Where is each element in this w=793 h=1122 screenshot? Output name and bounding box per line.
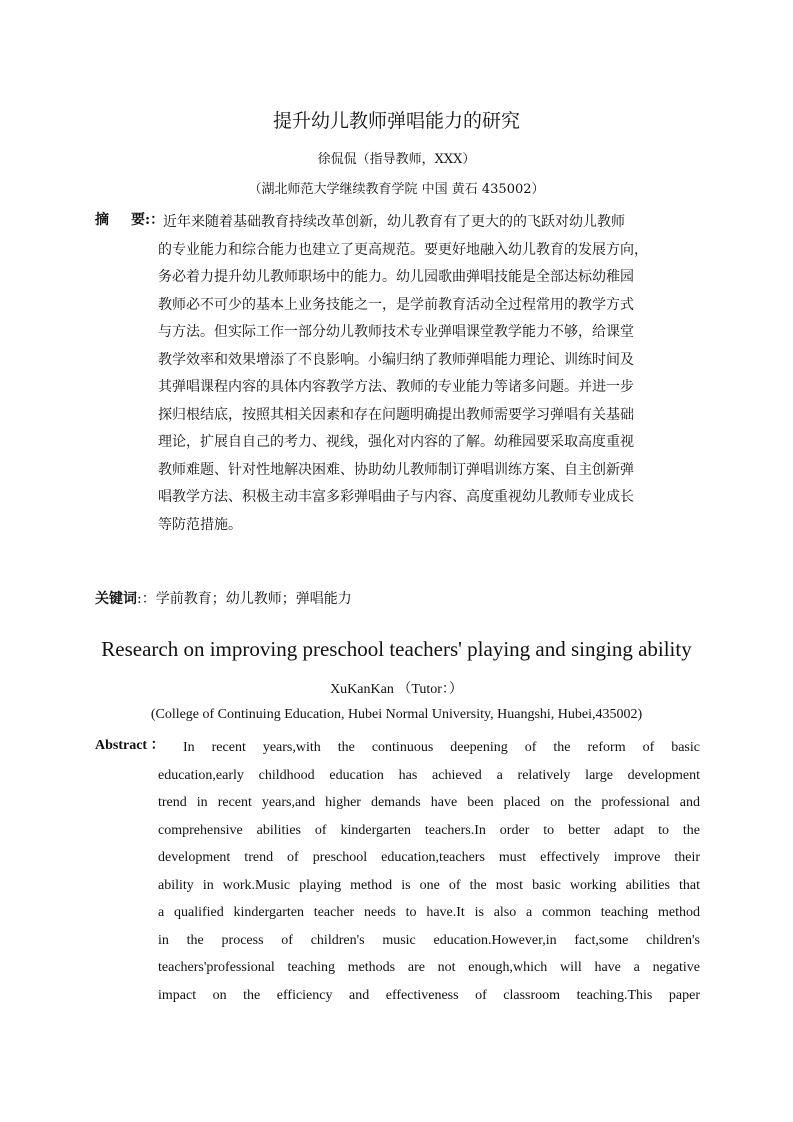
chinese-abstract-line: 的专业能力和综合能力也建立了更高规范。要更好地融入幼儿教育的发展方向， — [158, 241, 648, 258]
english-abstract-line: development trend of preschool education,teachers must effectively improve their — [158, 850, 700, 865]
chinese-abstract-line: 教师必不可少的基本上业务技能之一，是学前教育活动全过程常用的教学方式 — [158, 296, 634, 313]
english-title: Research on improving preschool teachers' playing and singing ability — [101, 637, 692, 661]
english-abstract-line: impact on the efficiency and effectiveness of classroom teaching.This paper — [158, 987, 700, 1003]
chinese-abstract-line: 教师难题、针对性地解决困难、协助幼儿教师制订弹唱训练方案、自主创新弹 — [158, 461, 634, 478]
chinese-abstract-line: 教学效率和效果增添了不良影响。小编归纳了教师弹唱能力理论、训练时间及 — [158, 351, 634, 368]
chinese-title: 提升幼儿教师弹唱能力的研究 — [272, 110, 520, 132]
chinese-keywords — [95, 588, 352, 608]
english-abstract-body — [95, 734, 700, 1009]
keywords-separator: :： — [137, 591, 156, 607]
english-abstract-label: Abstract ： — [95, 738, 165, 753]
chinese-abstract-line: 唱教学方法、积极主动丰富多彩弹唱曲子与内容、高度重视幼儿教师专业成长 — [158, 489, 634, 505]
english-abstract-line: In recent years,with the continuous deepening of the reform of basic — [183, 740, 700, 755]
english-affiliation: (College of Continuing Education, Hubei Normal University, Huangshi, Hubei,435002) — [150, 707, 643, 722]
english-abstract-line: ability in work.Music playing method is one of the most basic working abilities that — [158, 877, 700, 893]
english-abstract-line: trend in recent years,and higher demands have been placed on the professional and — [158, 795, 700, 810]
abstract-label-char-2: 要 — [131, 212, 145, 228]
english-abstract-line: education,early childhood education has achieved a relatively large development — [158, 767, 700, 783]
english-abstract-line: a qualified kindergarten teacher needs to have.It is also a common teaching method — [158, 905, 700, 920]
english-authors: XuKanKan （Tutor：） — [330, 682, 463, 697]
chinese-abstract-line: 其弹唱课程内容的具体内容教学方法、教师的专业能力等诸多问题。并进一步 — [158, 379, 634, 395]
chinese-abstract-line: 与方法。但实际工作一部分幼儿教师技术专业弹唱课堂教学能力不够，给课堂 — [158, 324, 634, 340]
english-abstract-line: comprehensive abilities of kindergarten teachers.In order to better adapt to the — [158, 822, 700, 838]
chinese-affiliation: （湖北师范大学继续教育学院 中国 黄石 435002） — [248, 182, 545, 197]
abstract-label-char-1: 摘 — [95, 212, 109, 228]
chinese-abstract-line: 近年来随着基础教育持续改革创新，幼儿教育有了更大的的飞跃对幼儿教师 — [163, 214, 625, 230]
keywords-text: 学前教育；幼儿教师；弹唱能力 — [155, 591, 352, 607]
english-abstract-line: in the process of children's music education.However,in fact,some children's — [158, 932, 700, 948]
keywords-label: 关键词 — [95, 591, 137, 607]
chinese-abstract-line: 理论，扩展自自己的考力、视线，强化对内容的了解。幼稚园要采取高度重视 — [158, 434, 634, 450]
chinese-abstract-line: 探归根结底，按照其相关因素和存在问题明确提出教师需要学习弹唱有关基础 — [158, 406, 634, 423]
chinese-abstract-body — [95, 209, 700, 539]
chinese-abstract-line: 务必着力提升幼儿教师职场中的能力。幼儿园歌曲弹唱技能是全部达标幼稚园 — [158, 269, 634, 285]
english-abstract-line: teachers'professional teaching methods are not enough,which will have a negative — [158, 960, 700, 975]
chinese-abstract-line: 等防范措施。 — [158, 516, 242, 533]
chinese-authors: 徐侃侃（指导教师，XXX） — [317, 152, 476, 167]
abstract-label-separator: :： — [145, 212, 165, 228]
